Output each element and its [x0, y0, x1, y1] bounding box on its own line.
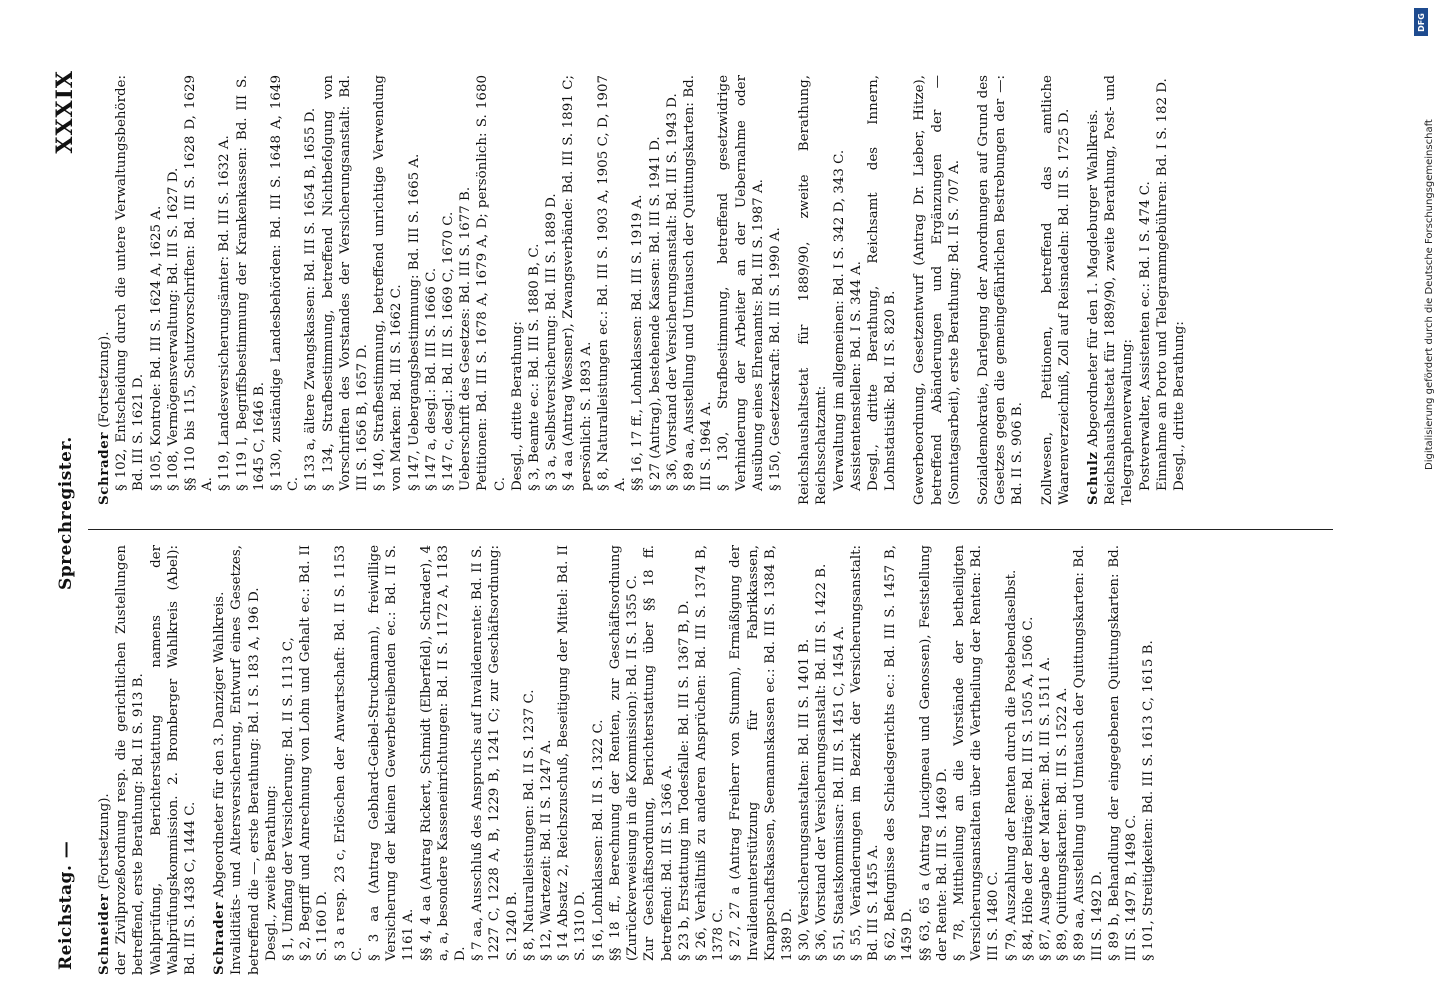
register-line: § 87, Ausgabe der Marken: Bd. III S. 1511 A. [1037, 656, 1053, 961]
register-line: Desgl., dritte Berathung, Reichsamt des Innern, Lohnstatistik: Bd. II S. 820 B. [865, 75, 899, 491]
register-line: § 108, Vermögensverwaltung: Bd. III S. 1627 D. [165, 167, 181, 491]
column-divider [88, 529, 1333, 530]
register-line: § 133 a, ältere Zwangskassen: Bd. III S. 1654 B, 1655 D. [303, 107, 319, 491]
register-line: Invaliditäts- und Altersversicherung, Entwurf eines Gesetzes, betreffend die —, erste Berathung: Bd. I S. 183 A, 196 D. [229, 545, 262, 975]
register-line: § 3 aa (Antrag Gebhard-Geibel-Struckmann), freiwillige Versicherung der kleinen Gewerbetreibenden ec.: Bd. II S. 1161 A. [367, 545, 417, 961]
digitization-note: Digitalisierung gefördert durch die Deutsche Forschungsgemeinschaft [1424, 119, 1435, 470]
register-line: § 147 c, desgl.: Bd. III S. 1669 C, 1670 C. [441, 211, 457, 491]
page-number: XXXIX [52, 70, 78, 154]
register-line: Wahlprüfung, Berichterstattung namens der Wahlprüfungskommission. 2. Bromberger Wahlkreis (Abel): Bd. III S. 1438 C, 1444 C. [148, 545, 199, 975]
entry-gap [788, 75, 796, 505]
entry-head [1085, 75, 1102, 505]
register-entry [96, 75, 784, 505]
register-line: § 119 l, Begriffsbestimmung der Krankenkassen: Bd. III S. 1645 C, 1646 B. [234, 75, 267, 491]
register-entry [1039, 75, 1073, 505]
entry-head [96, 75, 113, 505]
entry-gap [1077, 75, 1085, 505]
register-line: § 62, Befugnisse des Schiedsgerichts ec.: Bd. III S. 1457 B, 1459 D. [883, 545, 916, 961]
register-line: §§ 110 bis 115, Schutzvorschriften: Bd. III S. 1628 D, 1629 A. [183, 75, 216, 491]
register-line: Desgl., zweite Berathung: [263, 785, 279, 961]
register-line: § 55, Veränderungen im Bezirk der Versicherungsanstalt: Bd. III S. 1455 A. [848, 545, 881, 961]
page-header [46, 70, 86, 970]
register-line: § 101, Streitigkeiten: Bd. III S. 1613 C, 1615 B. [1141, 640, 1157, 961]
right-column [96, 75, 1200, 505]
register-line: § 7 aa, Ausschluß des Anspruchs auf Invalidenrente: Bd. II S. 1227 C, 1228 A, B, 1229 B, 1241 C; zur Geschäftsordnung: S. 1240 B. [470, 545, 520, 961]
register-line: Abgeordneter für den 1. Magdeburger Wahlkreis. [1085, 109, 1101, 448]
entry-name: Schulz [1084, 451, 1101, 505]
entry-name: Schrader [211, 901, 228, 975]
register-line: Zollwesen, Petitionen, betreffend das amtliche Waarenverzeichniß, Zoll auf Reisnadeln: Bd. III S. 1725 D. [1039, 75, 1072, 505]
register-line: § 3, Beamte ec.: Bd. III S. 1880 B, C. [527, 243, 543, 491]
register-line: § 89 b, Behandlung der eingegebenen Quittungskarten: Bd. III S. 1497 B, 1498 C. [1106, 545, 1139, 961]
register-line: der Zivilprozeßordnung resp. die gerichtlichen Zustellungen betreffend, erste Berathung: Bd. II S. 913 B. [114, 545, 147, 975]
register-line: Gewerbeordnung, Gesetzentwurf (Antrag Dr. Lieber, Hitze), betreffend Abänderungen und Ergänzungen der — (Sonntagsarbeit), erste Berathung: Bd. II S. 707 A. [912, 75, 962, 505]
register-line: Sozialdemokratie, Darlegung der Anordnungen auf Grund des Gesetzes gegen die gemeingefährlichen Bestrebungen der —: Bd. II S. 906 B. [975, 75, 1026, 505]
register-line: § 12, Wartezeit: Bd. II S. 1247 A. [539, 739, 555, 961]
entry-gap [903, 75, 911, 505]
register-line: § 79, Auszahlung der Renten durch die Postebendaselbst. [1003, 569, 1019, 961]
register-entry [211, 545, 1157, 975]
entry-gap [1031, 75, 1039, 505]
register-line: Postverwalter, Assistenten ec.: Bd. I S. 474 C. [1137, 181, 1153, 491]
register-line: § 36, Vorstand der Versicherungsanstalt: Bd. III S. 1422 B. [814, 563, 830, 961]
register-line: (Fortsetzung). [97, 331, 112, 428]
dfg-logo: DFG [1414, 8, 1428, 36]
register-line: § 140, Strafbestimmung, betreffend unrichtige Verwendung von Marken: Bd. III S. 1662 C. [372, 75, 405, 491]
register-line: Reichshaushaltsetat für 1889/90, zweite Berathung, Reichsschatzamt: [797, 75, 830, 505]
register-line: Desgl., dritte Berathung: [509, 321, 525, 491]
register-line: § 8, Naturalleistungen ec.: Bd. III S. 1903 A, 1905 C, D, 1907 A. [595, 75, 629, 491]
register-line: Desgl., dritte Berathung: [1171, 321, 1187, 491]
register-line: § 8, Naturalleistungen: Bd. II S. 1237 C. [521, 689, 537, 961]
rotated-register-page [16, 40, 1416, 1000]
register-line: § 14 Absatz 2, Reichszuschuß, Beseitigung der Mittel: Bd. II S. 1310 D. [556, 545, 589, 961]
register-line: § 36, Vorstand der Versicherungsanstalt: Bd. III S. 1943 D. [664, 93, 680, 491]
register-line: Assistentenstellen: Bd. I S. 344 A. [848, 261, 864, 491]
register-line: § 16, Lohnklassen: Bd. II S. 1322 C. [590, 719, 606, 961]
register-entry [1085, 75, 1188, 505]
header-left: Reichstag. — [56, 840, 76, 970]
entry-name: Schrader [96, 431, 112, 505]
register-line: § 134, Strafbestimmung, betreffend Nichtbefolgung von Vorschriften des Vorstandes der Versicherungsanstalt: Bd. III S. 1656 B, 1657 D. [320, 75, 371, 491]
entry-head [211, 545, 228, 975]
register-entry [911, 75, 963, 505]
register-entry [96, 545, 199, 975]
register-line: Abgeordneter für den 3. Danziger Wahlkreis. [212, 591, 228, 898]
left-column [96, 545, 1169, 975]
entry-gap [967, 75, 975, 505]
register-line: § 89 aa, Ausstellung und Umtausch der Quittungskarten: Bd. III S. 1964 A. [681, 75, 715, 491]
register-line: §§ 63, 65 a (Antrag Lucigneau und Genossen), Feststellung der Rente: Bd. III S. 1469 D. [917, 545, 950, 961]
register-line: § 1, Umfang der Versicherung: Bd. II S. 1113 C, [281, 637, 297, 961]
register-line: § 3 a, Selbstversicherung: Bd. III S. 1889 D. [544, 193, 560, 491]
entry-gap [1161, 545, 1169, 975]
register-line: § 89, Quittungskarten: Bd. III S. 1522 A. [1055, 687, 1071, 961]
register-line: § 23 b, Erstattung im Todesfalle: Bd. III S. 1367 B, D. [676, 600, 692, 961]
register-line: §§ 4, 4 aa (Antrag Rickert, Schmidt (Elberfeld), Schrader), 4 a, a, besondere Kasseneinrichtungen: Bd. II S. 1172 A, 1183 D. [418, 545, 469, 961]
register-line: Einnahme an Porto und Telegrammgebühren: Bd. I S. 182 D. [1154, 78, 1170, 491]
register-line: § 130, Strafbestimmung, betreffend gesetzwidrige Verhinderung der Arbeiter an der Uebernahme oder Ausübung eines Ehrenamts: Bd. III S. 1987 A. [716, 75, 766, 491]
entry-gap [1192, 75, 1200, 505]
register-line: (Fortsetzung). [97, 793, 112, 890]
register-line: § 4 aa (Antrag Wessner), Zwangsverbände: Bd. III S. 1891 C; persönlich: S. 1893 A. [561, 75, 594, 491]
register-line: § 84, Höhe der Beiträge: Bd. III S. 1505 A, 1506 C. [1020, 616, 1036, 961]
register-line: § 147, Uebergangsbestimmung: Bd. III S. 1665 A. [406, 153, 422, 491]
register-line: § 51, Staatskommissar: Bd. III S. 1451 C, 1454 A. [831, 625, 847, 961]
register-line: §§ 16, 17 ff., Lohnklassen: Bd. III S. 1919 A. [630, 194, 646, 491]
register-line: §§ 18 ff., Berechnung der Renten, zur Geschäftsordnung (Zurückverweisung in die Kommission): Bd. II S. 1355 C. [607, 545, 641, 961]
entry-gap [203, 545, 211, 975]
header-center: Sprechregister. [56, 436, 76, 590]
register-line: § 102, Entscheidung durch die untere Verwaltungsbehörde: Bd. III S. 1621 D. [114, 75, 147, 491]
register-line: § 27, 27 a (Antrag Freiherr von Stumm), Ermäßigung der Invalidenunterstützung für Fabrikkassen, Knappschaftskassen, Seemannskassen ec.: Bd. III S. 1384 B, 1389 D. [728, 545, 795, 961]
register-line: Reichshaushaltsetat für 1889/90, zweite Berathung, Post- und Telegraphenverwaltung: [1103, 75, 1136, 505]
entry-head [96, 545, 113, 975]
register-line: § 2, Begriff und Anrechnung von Lohn und Gehalt ec.: Bd. II S. 1160 D. [298, 545, 331, 961]
register-line: § 78, Mittheilung an die Vorstände der betheiligten Versicherungsanstalten über die Vertheilung der Renten: Bd. III S. 1480 C. [951, 545, 1002, 961]
register-entry [975, 75, 1027, 505]
register-line: § 3 a resp. 23 c, Erlöschen der Anwartschaft: Bd. II S. 1153 C. [332, 545, 365, 961]
register-line: § 119, Landesversicherungsämter: Bd. III S. 1632 A. [217, 135, 233, 491]
register-line: § 30, Versicherungsanstalten: Bd. III S. 1401 B. [797, 638, 813, 961]
register-line: § 147 a, desgl.: Bd. III S. 1666 C. [423, 267, 439, 491]
register-line: § 89 aa, Ausstellung und Umtausch der Quittungskarten: Bd. III S. 1492 D. [1072, 545, 1105, 961]
register-line: § 150, Gesetzeskraft: Bd. III S. 1990 A. [767, 227, 783, 491]
register-line: Verwaltung im allgemeinen: Bd. I S. 342 D, 343 C. [831, 149, 847, 491]
register-line: Ueberschrift des Gesetzes: Bd. III S. 1677 B. [458, 186, 474, 491]
register-line: § 130, zuständige Landesbehörden: Bd. III S. 1648 A, 1649 C. [269, 75, 302, 491]
register-line: Petitionen: Bd. III S. 1678 A, 1679 A, D; persönlich: S. 1680 C. [475, 75, 508, 491]
register-line: § 27 (Antrag), bestehende Kassen: Bd. III S. 1941 D. [647, 136, 663, 491]
register-line: § 26, Verhältniß zu anderen Ansprüchen: Bd. III S. 1374 B, 1378 C. [693, 545, 727, 961]
entry-name: Schneider [96, 893, 112, 975]
register-line: Zur Geschäftsordnung, Berichterstattung über §§ 18 ff. betreffend: Bd. III S. 1366 A. [642, 545, 675, 961]
register-entry [796, 75, 899, 505]
register-line: § 105, Kontrole: Bd. III S. 1624 A, 1625 A. [148, 205, 164, 491]
